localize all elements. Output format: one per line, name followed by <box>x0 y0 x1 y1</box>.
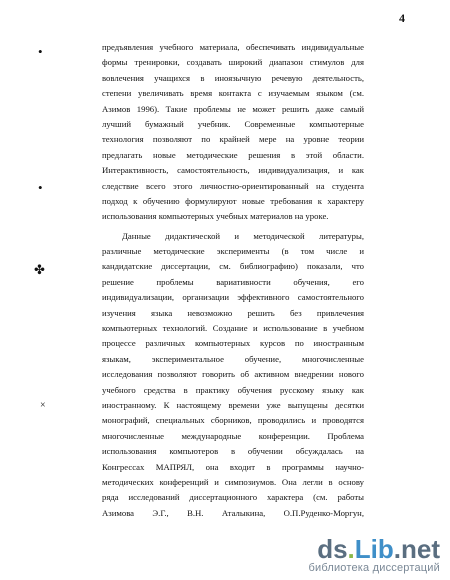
page-number: 4 <box>399 11 405 25</box>
watermark-logo-ds: ds <box>317 534 348 564</box>
text-line: компьютерных технологий. Создание и использование в учебном <box>102 323 364 334</box>
text-line: Конгрессах МАПРЯЛ, она входит в программы научно- <box>102 461 364 472</box>
text-line: вовлечения учащихся в иноязычную речевую деятельность, <box>102 72 364 83</box>
text-line: Азимов 1996). Такие проблемы не может решить даже самый <box>102 103 364 114</box>
text-line: предъявления учебного материала, обеспечивать индивидуальные <box>102 42 364 52</box>
text-line: предлагать новые методические решения в этой области. <box>102 149 364 160</box>
text-line: Азимова Э.Г., В.Н. Аталыкина, О.П.Руденко-Моргун, <box>102 507 364 518</box>
text-line: технология позволяют по крайней мере на уровне теории <box>102 134 364 145</box>
text-line: Интерактивность, самостоятельность, индивидуализация, и как <box>102 165 364 176</box>
margin-ornament-mark: ✤ <box>34 262 45 277</box>
text-line: кандидатские диссертации, см. библиографию) показали, что <box>102 261 364 272</box>
text-line: Данные дидактической и методической литературы, <box>122 230 364 241</box>
text-line: ряда исследований диссертационного характера (см. работы <box>102 492 364 503</box>
paragraph <box>102 229 364 521</box>
text-line: многочисленные международные конференции. Проблема <box>102 430 364 441</box>
text-line: формы тренировки, создавать широкий диапазон стимулов для <box>102 57 364 68</box>
text-line: иностранному. К настоящему времени уже выпущены десятки <box>102 399 364 410</box>
text-line: индивидуализации, организации эффективного самостоятельного <box>102 292 364 303</box>
watermark-logo-dot: . <box>347 534 355 564</box>
text-line: решение проблемы вариативности обучения, его <box>102 276 364 287</box>
text-line: учебного средства в практику обучения русскому языку как <box>102 384 364 395</box>
text-line: языкам, экспериментальное обучение, многочисленные <box>102 353 364 364</box>
document-body <box>102 40 364 521</box>
text-line: использования компьютерных учебных материалов на уроке. <box>102 211 329 222</box>
watermark <box>308 536 440 574</box>
watermark-subtitle: библиотека диссертаций <box>308 562 440 574</box>
text-line: монографий, специальных сборников, проводились и проводятся <box>102 415 364 426</box>
watermark-logo-net: .net <box>393 534 440 564</box>
margin-cross-mark: × <box>40 400 46 411</box>
text-line: исследования позволяют говорить об активном внедрении нового <box>102 369 364 380</box>
watermark-logo <box>308 536 440 562</box>
text-line: процессе различных компьютерных курсов по иностранным <box>102 338 364 349</box>
text-line: различные методические эксперименты (в том числе и <box>102 246 364 257</box>
paragraph <box>102 40 364 225</box>
text-line: следствие всего этого личностно-ориентированный на студента <box>102 180 364 191</box>
text-line: лучший бумажный учебник. Современные компьютерные <box>102 118 364 129</box>
margin-bullet-mark: • <box>38 180 43 195</box>
text-line: изучения языка невозможно решить без привлечения <box>102 307 364 318</box>
text-line: использования компьютеров в обучении обсуждалась на <box>102 446 364 457</box>
text-line: степени увеличивать время контакта с изучаемым языком (см. <box>102 88 364 99</box>
text-line: подход к обучению формулируют новые требования к характеру <box>102 195 364 206</box>
margin-bullet-mark: • <box>38 44 43 59</box>
watermark-logo-lib: Lib <box>354 534 394 564</box>
text-line: методических конференций и симпозиумов. Она легли в основу <box>102 476 364 487</box>
